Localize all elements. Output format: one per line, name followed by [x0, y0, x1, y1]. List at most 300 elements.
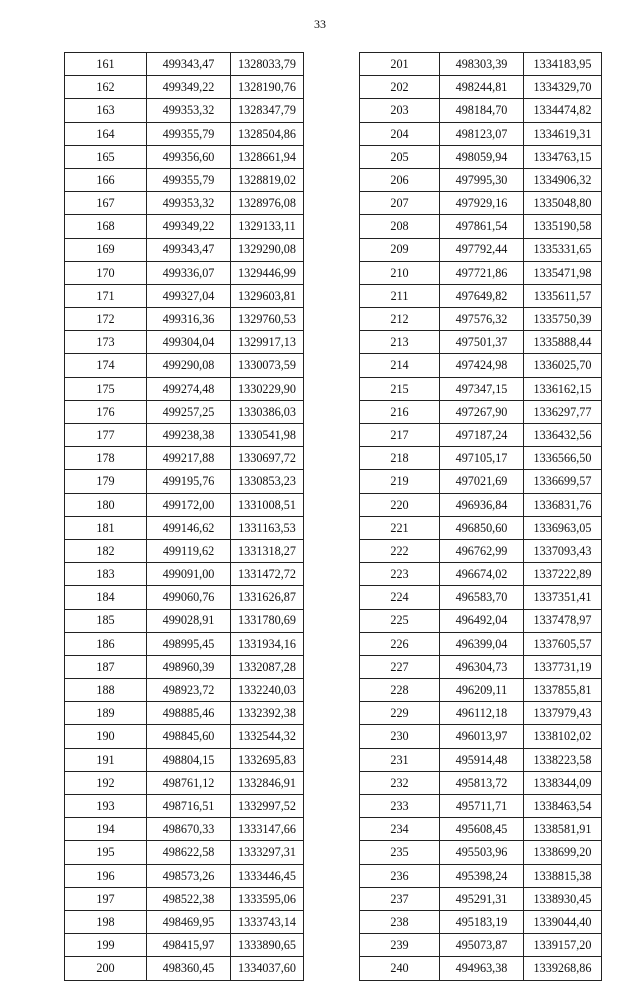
y-coordinate-cell: 1333297,31: [231, 841, 304, 864]
point-number-cell: 234: [360, 818, 440, 841]
x-coordinate-cell: 499238,38: [147, 424, 231, 447]
table-row: [360, 99, 602, 122]
x-coordinate-cell: 495183,19: [440, 910, 524, 933]
x-coordinate-cell: 499355,79: [147, 122, 231, 145]
point-number-cell: 186: [65, 632, 147, 655]
table-row: [65, 53, 304, 76]
point-number-cell: 220: [360, 493, 440, 516]
y-coordinate-cell: 1328504,86: [231, 122, 304, 145]
x-coordinate-cell: 499172,00: [147, 493, 231, 516]
y-coordinate-cell: 1331780,69: [231, 609, 304, 632]
y-coordinate-cell: 1331626,87: [231, 586, 304, 609]
point-number-cell: 230: [360, 725, 440, 748]
x-coordinate-cell: 499336,07: [147, 261, 231, 284]
y-coordinate-cell: 1331008,51: [231, 493, 304, 516]
x-coordinate-cell: 498716,51: [147, 795, 231, 818]
x-coordinate-cell: 498573,26: [147, 864, 231, 887]
y-coordinate-cell: 1331318,27: [231, 539, 304, 562]
point-number-cell: 200: [65, 957, 147, 980]
x-coordinate-cell: 496013,97: [440, 725, 524, 748]
y-coordinate-cell: 1336432,56: [524, 424, 602, 447]
point-number-cell: 210: [360, 261, 440, 284]
table-row: [360, 725, 602, 748]
x-coordinate-cell: 498845,60: [147, 725, 231, 748]
point-number-cell: 208: [360, 215, 440, 238]
table-row: [65, 447, 304, 470]
y-coordinate-cell: 1329133,11: [231, 215, 304, 238]
y-coordinate-cell: 1329603,81: [231, 284, 304, 307]
point-number-cell: 238: [360, 910, 440, 933]
x-coordinate-cell: 496762,99: [440, 539, 524, 562]
point-number-cell: 232: [360, 771, 440, 794]
y-coordinate-cell: 1330073,59: [231, 354, 304, 377]
x-coordinate-cell: 497861,54: [440, 215, 524, 238]
point-number-cell: 181: [65, 516, 147, 539]
table-row: [360, 702, 602, 725]
point-number-cell: 214: [360, 354, 440, 377]
point-number-cell: 170: [65, 261, 147, 284]
table-row: [360, 76, 602, 99]
x-coordinate-cell: 496209,11: [440, 679, 524, 702]
y-coordinate-cell: 1335888,44: [524, 331, 602, 354]
y-coordinate-cell: 1330853,23: [231, 470, 304, 493]
x-coordinate-cell: 498622,58: [147, 841, 231, 864]
table-row: [360, 308, 602, 331]
point-number-cell: 215: [360, 377, 440, 400]
point-number-cell: 173: [65, 331, 147, 354]
point-number-cell: 163: [65, 99, 147, 122]
y-coordinate-cell: 1331163,53: [231, 516, 304, 539]
table-row: [65, 424, 304, 447]
x-coordinate-cell: 499349,22: [147, 215, 231, 238]
point-number-cell: 189: [65, 702, 147, 725]
point-number-cell: 217: [360, 424, 440, 447]
y-coordinate-cell: 1337855,81: [524, 679, 602, 702]
x-coordinate-cell: 499353,32: [147, 192, 231, 215]
table-row: [65, 887, 304, 910]
x-coordinate-cell: 496850,60: [440, 516, 524, 539]
point-number-cell: 201: [360, 53, 440, 76]
point-number-cell: 182: [65, 539, 147, 562]
x-coordinate-cell: 498123,07: [440, 122, 524, 145]
x-coordinate-cell: 498360,45: [147, 957, 231, 980]
x-coordinate-cell: 497792,44: [440, 238, 524, 261]
y-coordinate-cell: 1328347,79: [231, 99, 304, 122]
y-coordinate-cell: 1334906,32: [524, 168, 602, 191]
x-coordinate-cell: 499353,32: [147, 99, 231, 122]
x-coordinate-cell: 499217,88: [147, 447, 231, 470]
y-coordinate-cell: 1330386,03: [231, 400, 304, 423]
table-row: [65, 308, 304, 331]
table-row: [360, 192, 602, 215]
x-coordinate-cell: 495503,96: [440, 841, 524, 864]
y-coordinate-cell: 1335750,39: [524, 308, 602, 331]
table-row: [65, 192, 304, 215]
table-row: [65, 516, 304, 539]
table-row: [65, 493, 304, 516]
point-number-cell: 196: [65, 864, 147, 887]
point-number-cell: 213: [360, 331, 440, 354]
point-number-cell: 177: [65, 424, 147, 447]
x-coordinate-cell: 496304,73: [440, 655, 524, 678]
y-coordinate-cell: 1333446,45: [231, 864, 304, 887]
point-number-cell: 175: [65, 377, 147, 400]
x-coordinate-cell: 497424,98: [440, 354, 524, 377]
y-coordinate-cell: 1334619,31: [524, 122, 602, 145]
table-row: [360, 539, 602, 562]
y-coordinate-cell: 1330229,90: [231, 377, 304, 400]
table-row: [360, 493, 602, 516]
x-coordinate-cell: 495291,31: [440, 887, 524, 910]
point-number-cell: 203: [360, 99, 440, 122]
y-coordinate-cell: 1336699,57: [524, 470, 602, 493]
y-coordinate-cell: 1338102,02: [524, 725, 602, 748]
x-coordinate-cell: 494963,38: [440, 957, 524, 980]
table-row: [360, 424, 602, 447]
point-number-cell: 162: [65, 76, 147, 99]
y-coordinate-cell: 1328976,08: [231, 192, 304, 215]
point-number-cell: 169: [65, 238, 147, 261]
point-number-cell: 197: [65, 887, 147, 910]
point-number-cell: 239: [360, 934, 440, 957]
x-coordinate-cell: 499290,08: [147, 354, 231, 377]
table-row: [65, 702, 304, 725]
y-coordinate-cell: 1337979,43: [524, 702, 602, 725]
table-row: [360, 145, 602, 168]
point-number-cell: 207: [360, 192, 440, 215]
table-row: [65, 818, 304, 841]
y-coordinate-cell: 1333890,65: [231, 934, 304, 957]
point-number-cell: 171: [65, 284, 147, 307]
table-row: [360, 53, 602, 76]
y-coordinate-cell: 1336831,76: [524, 493, 602, 516]
table-row: [65, 400, 304, 423]
y-coordinate-cell: 1333595,06: [231, 887, 304, 910]
x-coordinate-cell: 499274,48: [147, 377, 231, 400]
table-row: [65, 99, 304, 122]
y-coordinate-cell: 1337731,19: [524, 655, 602, 678]
y-coordinate-cell: 1337222,89: [524, 563, 602, 586]
table-row: [65, 725, 304, 748]
x-coordinate-cell: 498670,33: [147, 818, 231, 841]
x-coordinate-cell: 499028,91: [147, 609, 231, 632]
x-coordinate-cell: 497347,15: [440, 377, 524, 400]
point-number-cell: 166: [65, 168, 147, 191]
x-coordinate-cell: 497501,37: [440, 331, 524, 354]
table-row: [360, 795, 602, 818]
x-coordinate-cell: 499195,76: [147, 470, 231, 493]
point-number-cell: 185: [65, 609, 147, 632]
y-coordinate-cell: 1332695,83: [231, 748, 304, 771]
x-coordinate-cell: 497105,17: [440, 447, 524, 470]
x-coordinate-cell: 499060,76: [147, 586, 231, 609]
point-number-cell: 227: [360, 655, 440, 678]
point-number-cell: 224: [360, 586, 440, 609]
table-row: [360, 841, 602, 864]
point-number-cell: 165: [65, 145, 147, 168]
table-row: [65, 632, 304, 655]
table-row: [65, 261, 304, 284]
table-row: [65, 76, 304, 99]
point-number-cell: 233: [360, 795, 440, 818]
y-coordinate-cell: 1338581,91: [524, 818, 602, 841]
y-coordinate-cell: 1335331,65: [524, 238, 602, 261]
point-number-cell: 223: [360, 563, 440, 586]
x-coordinate-cell: 499356,60: [147, 145, 231, 168]
x-coordinate-cell: 499349,22: [147, 76, 231, 99]
y-coordinate-cell: 1332240,03: [231, 679, 304, 702]
x-coordinate-cell: 498804,15: [147, 748, 231, 771]
table-row: [65, 841, 304, 864]
point-number-cell: 174: [65, 354, 147, 377]
y-coordinate-cell: 1330541,98: [231, 424, 304, 447]
point-number-cell: 180: [65, 493, 147, 516]
point-number-cell: 161: [65, 53, 147, 76]
table-row: [360, 470, 602, 493]
point-number-cell: 168: [65, 215, 147, 238]
y-coordinate-cell: 1336963,05: [524, 516, 602, 539]
point-number-cell: 191: [65, 748, 147, 771]
table-row: [65, 864, 304, 887]
y-coordinate-cell: 1328819,02: [231, 168, 304, 191]
y-coordinate-cell: 1329760,53: [231, 308, 304, 331]
x-coordinate-cell: 499327,04: [147, 284, 231, 307]
x-coordinate-cell: 496492,04: [440, 609, 524, 632]
y-coordinate-cell: 1337351,41: [524, 586, 602, 609]
table-row: [360, 957, 602, 980]
point-number-cell: 225: [360, 609, 440, 632]
x-coordinate-cell: 499343,47: [147, 53, 231, 76]
y-coordinate-cell: 1330697,72: [231, 447, 304, 470]
table-row: [65, 470, 304, 493]
x-coordinate-cell: 498995,45: [147, 632, 231, 655]
x-coordinate-cell: 499146,62: [147, 516, 231, 539]
point-number-cell: 183: [65, 563, 147, 586]
point-number-cell: 222: [360, 539, 440, 562]
x-coordinate-cell: 497187,24: [440, 424, 524, 447]
x-coordinate-cell: 497021,69: [440, 470, 524, 493]
point-number-cell: 218: [360, 447, 440, 470]
x-coordinate-cell: 495813,72: [440, 771, 524, 794]
y-coordinate-cell: 1329290,08: [231, 238, 304, 261]
y-coordinate-cell: 1331472,72: [231, 563, 304, 586]
x-coordinate-cell: 497576,32: [440, 308, 524, 331]
table-row: [360, 284, 602, 307]
y-coordinate-cell: 1335048,80: [524, 192, 602, 215]
table-row: [360, 354, 602, 377]
y-coordinate-cell: 1328190,76: [231, 76, 304, 99]
x-coordinate-cell: 497649,82: [440, 284, 524, 307]
table-body-right: [360, 53, 602, 981]
point-number-cell: 205: [360, 145, 440, 168]
table-row: [65, 563, 304, 586]
point-number-cell: 188: [65, 679, 147, 702]
page-number: 33: [314, 17, 326, 31]
x-coordinate-cell: 498923,72: [147, 679, 231, 702]
y-coordinate-cell: 1335611,57: [524, 284, 602, 307]
y-coordinate-cell: 1333743,14: [231, 910, 304, 933]
y-coordinate-cell: 1337093,43: [524, 539, 602, 562]
y-coordinate-cell: 1336025,70: [524, 354, 602, 377]
x-coordinate-cell: 499316,36: [147, 308, 231, 331]
table-row: [360, 632, 602, 655]
table-row: [65, 679, 304, 702]
table-row: [65, 284, 304, 307]
x-coordinate-cell: 498415,97: [147, 934, 231, 957]
table-row: [65, 168, 304, 191]
table-row: [360, 168, 602, 191]
table-row: [360, 516, 602, 539]
y-coordinate-cell: 1337605,57: [524, 632, 602, 655]
x-coordinate-cell: 498522,38: [147, 887, 231, 910]
x-coordinate-cell: 498960,39: [147, 655, 231, 678]
x-coordinate-cell: 499355,79: [147, 168, 231, 191]
y-coordinate-cell: 1337478,97: [524, 609, 602, 632]
table-row: [360, 122, 602, 145]
x-coordinate-cell: 496112,18: [440, 702, 524, 725]
table-row: [65, 609, 304, 632]
point-number-cell: 164: [65, 122, 147, 145]
x-coordinate-cell: 496674,02: [440, 563, 524, 586]
point-number-cell: 194: [65, 818, 147, 841]
table-row: [65, 655, 304, 678]
x-coordinate-cell: 495608,45: [440, 818, 524, 841]
point-number-cell: 195: [65, 841, 147, 864]
point-number-cell: 226: [360, 632, 440, 655]
x-coordinate-cell: 497929,16: [440, 192, 524, 215]
y-coordinate-cell: 1333147,66: [231, 818, 304, 841]
x-coordinate-cell: 495914,48: [440, 748, 524, 771]
y-coordinate-cell: 1338815,38: [524, 864, 602, 887]
table-row: [65, 354, 304, 377]
table-row: [360, 215, 602, 238]
y-coordinate-cell: 1334474,82: [524, 99, 602, 122]
table-row: [360, 748, 602, 771]
y-coordinate-cell: 1336162,15: [524, 377, 602, 400]
table-row: [360, 818, 602, 841]
table-row: [360, 771, 602, 794]
y-coordinate-cell: 1332392,38: [231, 702, 304, 725]
x-coordinate-cell: 498469,95: [147, 910, 231, 933]
point-number-cell: 240: [360, 957, 440, 980]
point-number-cell: 237: [360, 887, 440, 910]
table-row: [65, 910, 304, 933]
x-coordinate-cell: 497267,90: [440, 400, 524, 423]
table-row: [360, 447, 602, 470]
point-number-cell: 235: [360, 841, 440, 864]
table-row: [360, 261, 602, 284]
point-number-cell: 204: [360, 122, 440, 145]
table-row: [360, 679, 602, 702]
table-row: [65, 215, 304, 238]
table-row: [360, 887, 602, 910]
y-coordinate-cell: 1336566,50: [524, 447, 602, 470]
x-coordinate-cell: 495711,71: [440, 795, 524, 818]
table-row: [360, 934, 602, 957]
y-coordinate-cell: 1336297,77: [524, 400, 602, 423]
point-number-cell: 229: [360, 702, 440, 725]
y-coordinate-cell: 1332087,28: [231, 655, 304, 678]
point-number-cell: 219: [360, 470, 440, 493]
table-row: [65, 539, 304, 562]
table-body-left: [65, 53, 304, 981]
y-coordinate-cell: 1332544,32: [231, 725, 304, 748]
x-coordinate-cell: 495073,87: [440, 934, 524, 957]
point-number-cell: 199: [65, 934, 147, 957]
point-number-cell: 216: [360, 400, 440, 423]
y-coordinate-cell: 1339044,40: [524, 910, 602, 933]
point-number-cell: 206: [360, 168, 440, 191]
y-coordinate-cell: 1338930,45: [524, 887, 602, 910]
x-coordinate-cell: 495398,24: [440, 864, 524, 887]
y-coordinate-cell: 1334329,70: [524, 76, 602, 99]
y-coordinate-cell: 1328033,79: [231, 53, 304, 76]
table-row: [65, 377, 304, 400]
point-number-cell: 209: [360, 238, 440, 261]
x-coordinate-cell: 499257,25: [147, 400, 231, 423]
point-number-cell: 178: [65, 447, 147, 470]
table-row: [360, 377, 602, 400]
table-row: [65, 748, 304, 771]
x-coordinate-cell: 497995,30: [440, 168, 524, 191]
y-coordinate-cell: 1335190,58: [524, 215, 602, 238]
point-number-cell: 184: [65, 586, 147, 609]
x-coordinate-cell: 497721,86: [440, 261, 524, 284]
point-number-cell: 172: [65, 308, 147, 331]
table-row: [65, 934, 304, 957]
y-coordinate-cell: 1339157,20: [524, 934, 602, 957]
table-row: [65, 145, 304, 168]
y-coordinate-cell: 1331934,16: [231, 632, 304, 655]
y-coordinate-cell: 1334763,15: [524, 145, 602, 168]
x-coordinate-cell: 499091,00: [147, 563, 231, 586]
coordinates-table-right: [359, 52, 602, 981]
point-number-cell: 212: [360, 308, 440, 331]
x-coordinate-cell: 499304,04: [147, 331, 231, 354]
table-row: [360, 331, 602, 354]
table-row: [65, 586, 304, 609]
x-coordinate-cell: 499119,62: [147, 539, 231, 562]
x-coordinate-cell: 498244,81: [440, 76, 524, 99]
y-coordinate-cell: 1329917,13: [231, 331, 304, 354]
table-row: [65, 771, 304, 794]
y-coordinate-cell: 1329446,99: [231, 261, 304, 284]
point-number-cell: 198: [65, 910, 147, 933]
table-row: [360, 864, 602, 887]
x-coordinate-cell: 498303,39: [440, 53, 524, 76]
table-row: [360, 238, 602, 261]
point-number-cell: 211: [360, 284, 440, 307]
table-row: [360, 910, 602, 933]
point-number-cell: 176: [65, 400, 147, 423]
point-number-cell: 193: [65, 795, 147, 818]
point-number-cell: 167: [65, 192, 147, 215]
y-coordinate-cell: 1338463,54: [524, 795, 602, 818]
y-coordinate-cell: 1332997,52: [231, 795, 304, 818]
point-number-cell: 192: [65, 771, 147, 794]
y-coordinate-cell: 1338344,09: [524, 771, 602, 794]
y-coordinate-cell: 1339268,86: [524, 957, 602, 980]
y-coordinate-cell: 1334183,95: [524, 53, 602, 76]
table-row: [360, 563, 602, 586]
table-row: [360, 586, 602, 609]
y-coordinate-cell: 1328661,94: [231, 145, 304, 168]
y-coordinate-cell: 1338223,58: [524, 748, 602, 771]
y-coordinate-cell: 1334037,60: [231, 957, 304, 980]
table-row: [360, 400, 602, 423]
table-row: [65, 957, 304, 980]
point-number-cell: 231: [360, 748, 440, 771]
